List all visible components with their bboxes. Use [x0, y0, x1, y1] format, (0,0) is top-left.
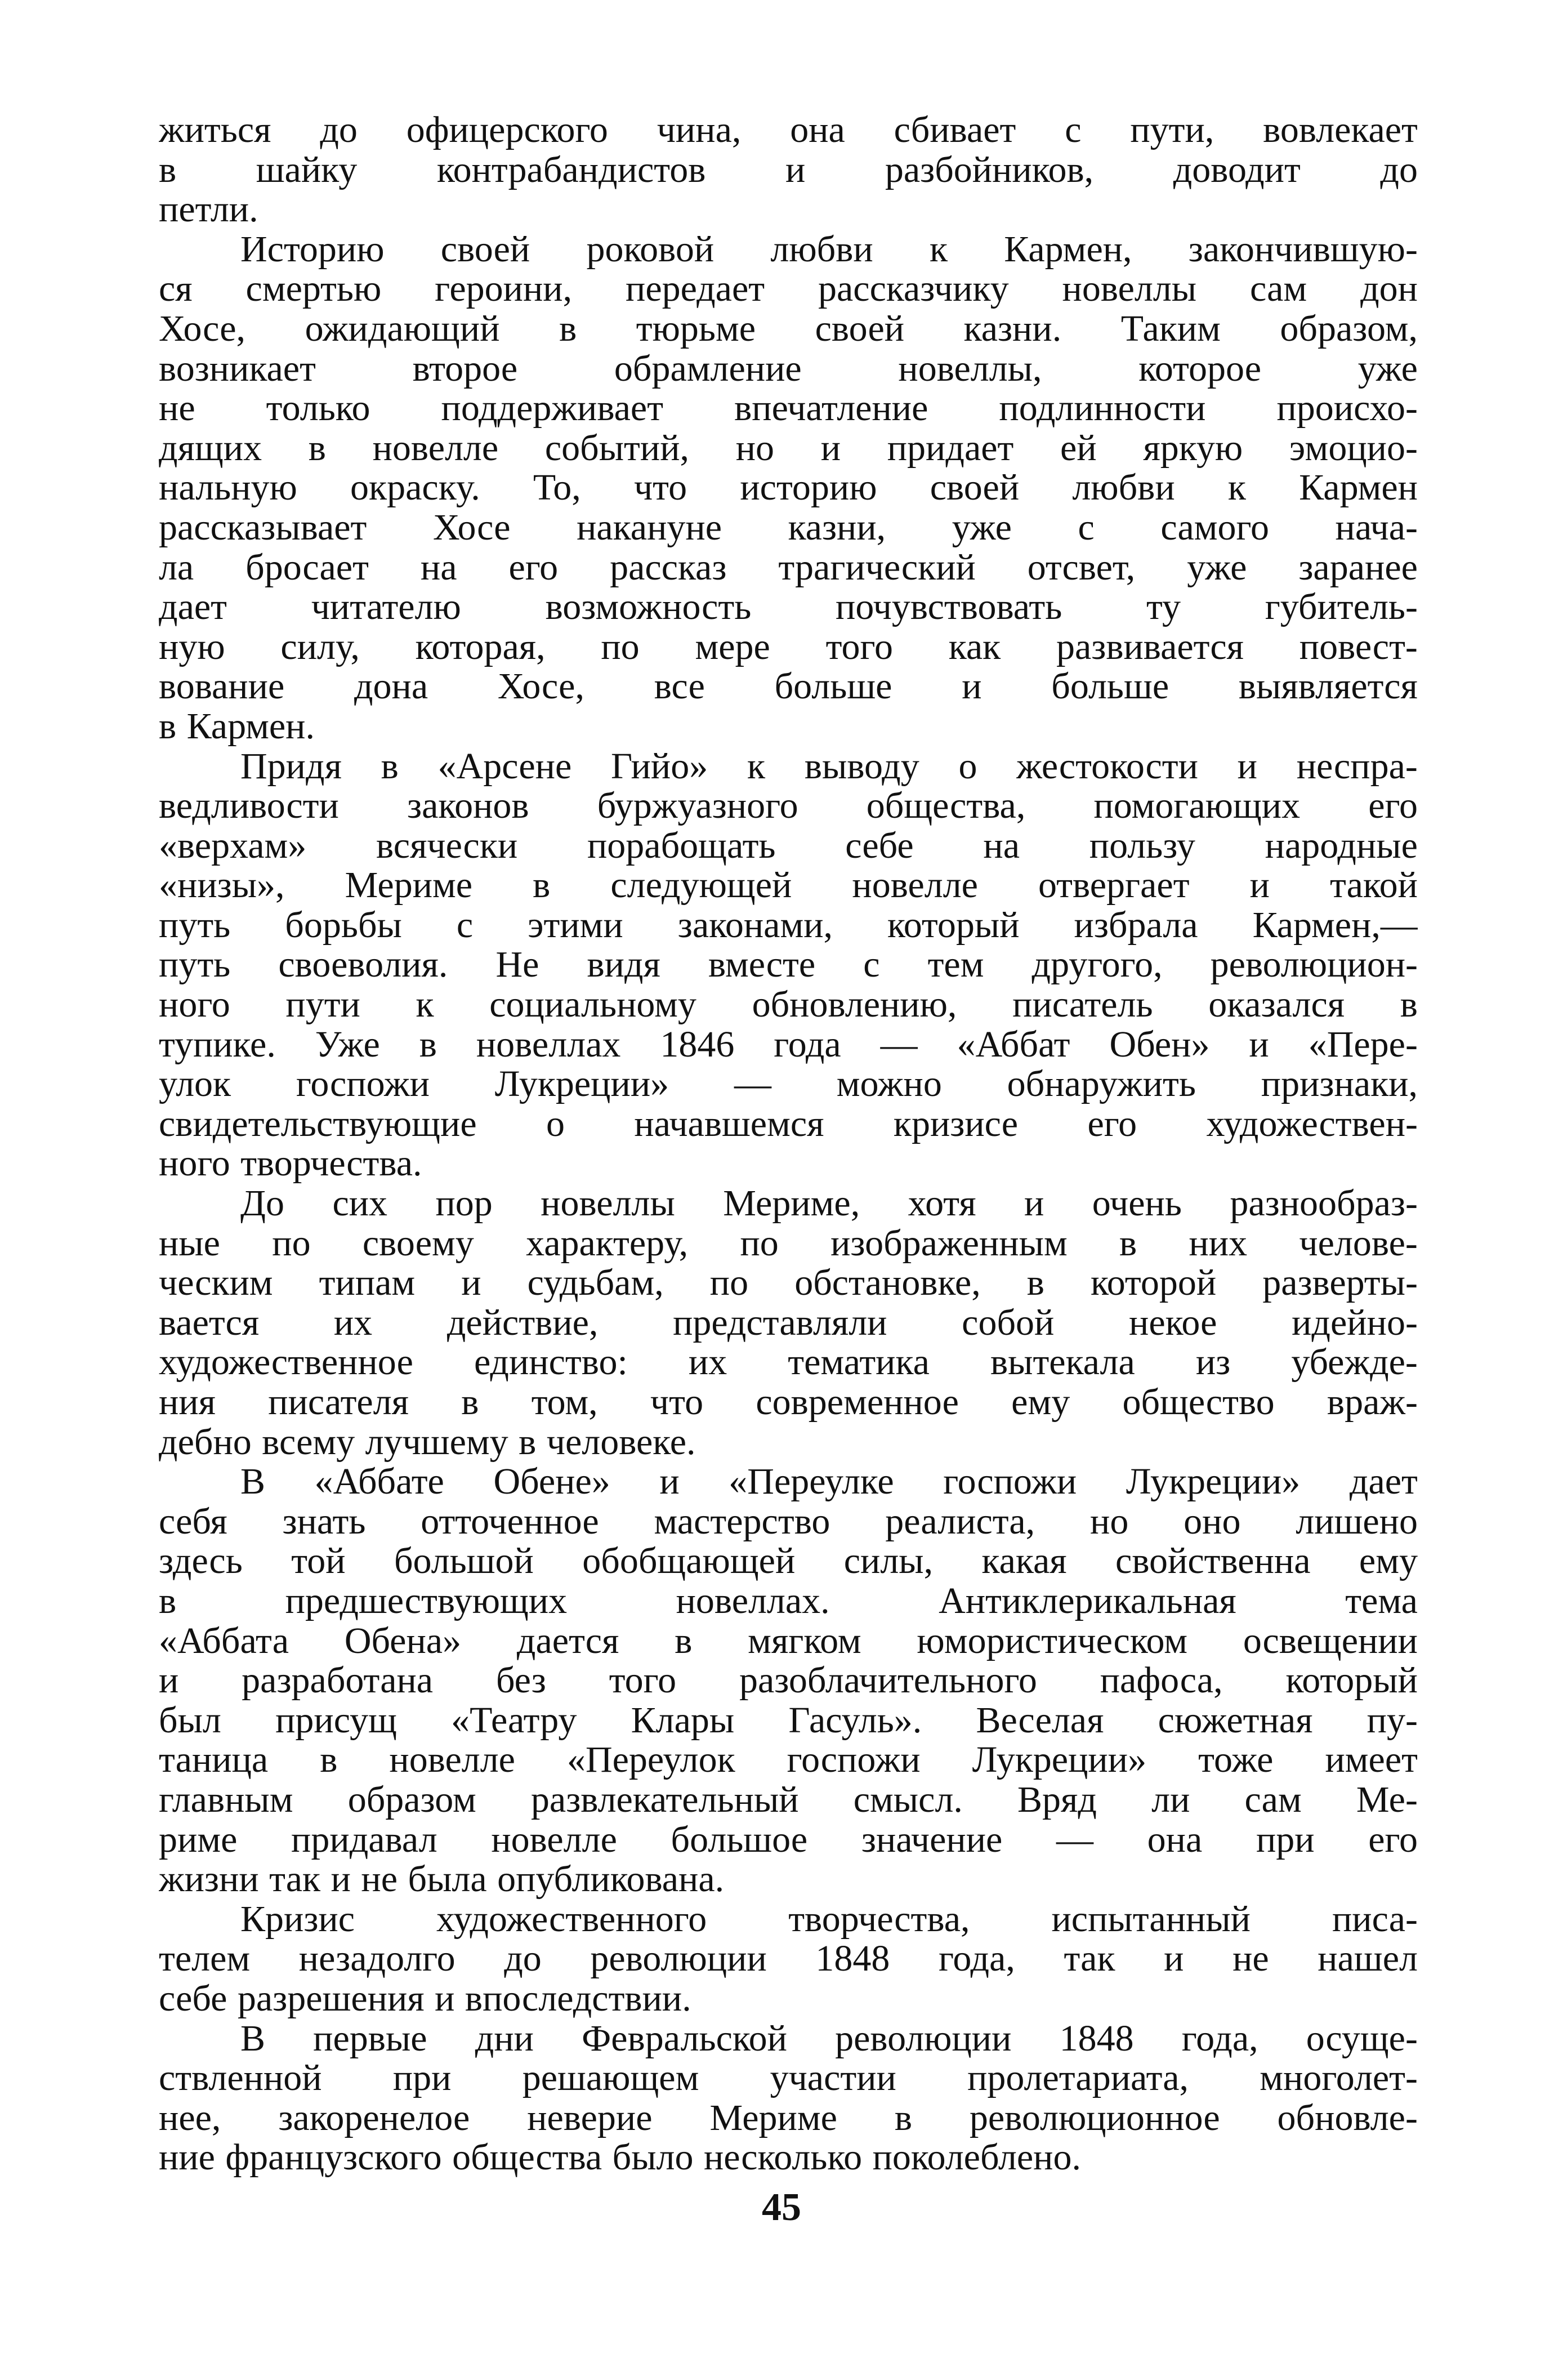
paragraph [159, 230, 1418, 747]
text-line: не только поддерживает впечатление подлинности происхо- [159, 389, 1418, 429]
text-line: Хосе, ожидающий в тюрьме своей казни. Таким образом, [159, 309, 1418, 349]
text-line: таница в новелле «Переулок госпожи Лукреции» тоже имеет [159, 1740, 1418, 1780]
body-text [159, 110, 1418, 2178]
text-line: ния писателя в том, что современное ему общество враж- [159, 1383, 1418, 1423]
text-line: нее, закоренелое неверие Мериме в революционное обновле- [159, 2098, 1418, 2138]
paragraph [159, 747, 1418, 1184]
text-line: житься до офицерского чина, она сбивает с пути, вовлекает [159, 110, 1418, 150]
text-line: путь борьбы с этими законами, который избрала Кармен,— [159, 905, 1418, 946]
text-line: дящих в новелле событий, но и придает ей яркую эмоцио- [159, 428, 1418, 469]
paragraph [159, 1900, 1418, 2019]
text-line: художественное единство: их тематика вытекала из убежде- [159, 1343, 1418, 1383]
text-line: ла бросает на его рассказ трагический отсвет, уже заранее [159, 547, 1418, 588]
text-line: телем незадолго до революции 1848 года, так и не нашел [159, 1939, 1418, 1979]
text-line: ную силу, которая, по мере того как развивается повест- [159, 627, 1418, 667]
text-line: Историю своей роковой любви к Кармен, закончившую- [240, 229, 1418, 270]
text-line: вование дона Хосе, все больше и больше выявляется [159, 667, 1418, 707]
text-line: рассказывает Хосе накануне казни, уже с самого нача- [159, 507, 1418, 548]
text-line: риме придавал новелле большое значение — она при его [159, 1820, 1418, 1860]
text-line: в предшествующих новеллах. Антиклерикальная тема [159, 1581, 1418, 1621]
text-line: ся смертью героини, передает рассказчику новеллы сам дон [159, 269, 1418, 309]
paragraph [159, 1462, 1418, 1900]
text-line: нальную окраску. То, что историю своей любви к Кармен [159, 468, 1418, 508]
text-line: «Аббата Обена» дается в мягком юмористическом освещении [159, 1621, 1418, 1661]
text-line: здесь той большой обобщающей силы, какая свойственна ему [159, 1541, 1418, 1581]
text-line: ного творчества. [159, 1144, 422, 1184]
text-line: тупике. Уже в новеллах 1846 года — «Аббат Обен» и «Пере- [159, 1024, 1418, 1065]
text-line: ческим типам и судьбам, по обстановке, в которой разверты- [159, 1263, 1418, 1303]
text-line: себя знать отточенное мастерство реалиста, но оно лишено [159, 1501, 1418, 1542]
text-line: Кризис художественного творчества, испытанный писа- [240, 1899, 1418, 1940]
text-line: улок госпожи Лукреции» — можно обнаружить признаки, [159, 1064, 1418, 1104]
text-line: путь своеволия. Не видя вместе с тем другого, революцион- [159, 945, 1418, 986]
text-line: дает читателю возможность почувствовать ту губитель- [159, 587, 1418, 627]
text-line: в шайку контрабандистов и разбойников, доводит до [159, 150, 1418, 190]
text-line: До сих пор новеллы Мериме, хотя и очень разнообраз- [240, 1184, 1418, 1224]
text-line: возникает второе обрамление новеллы, которое уже [159, 349, 1418, 389]
text-line: вается их действие, представляли собой некое идейно- [159, 1303, 1418, 1343]
paragraph [159, 2019, 1418, 2178]
text-line: и разработана без того разоблачительного пафоса, который [159, 1661, 1418, 1701]
text-line: главным образом развлекательный смысл. Вряд ли сам Ме- [159, 1780, 1418, 1820]
paragraph [159, 1184, 1418, 1462]
text-line: «верхам» всячески порабощать себе на пользу народные [159, 826, 1418, 866]
text-line: ствленной при решающем участии пролетариата, многолет- [159, 2058, 1418, 2098]
text-line: свидетельствующие о начавшемся кризисе его художествен- [159, 1104, 1418, 1144]
text-line: петли. [159, 190, 258, 230]
text-line: Придя в «Арсене Гийо» к выводу о жестокости и неспра- [240, 746, 1418, 787]
text-line: «низы», Мериме в следующей новелле отвергает и такой [159, 866, 1418, 906]
text-line: жизни так и не была опубликована. [159, 1860, 725, 1900]
text-line: В «Аббате Обене» и «Переулке госпожи Лукреции» дает [240, 1462, 1418, 1502]
text-line: ведливости законов буржуазного общества, помогающих его [159, 786, 1418, 826]
text-line: в Кармен. [159, 706, 315, 747]
paragraph [159, 110, 1418, 230]
text-line: себе разрешения и впоследствии. [159, 1978, 691, 2019]
text-line: был присущ «Театру Клары Гасуль». Веселая сюжетная пу- [159, 1700, 1418, 1741]
text-line: ние французского общества было несколько поколеблено. [159, 2138, 1081, 2178]
text-line: В первые дни Февральской революции 1848 года, осуще- [240, 2018, 1418, 2059]
text-line: дебно всему лучшему в человеке. [159, 1422, 696, 1463]
text-line: ного пути к социальному обновлению, писатель оказался в [159, 985, 1418, 1025]
page-number: 45 [762, 2186, 801, 2229]
text-line: ные по своему характеру, по изображенным в них челове- [159, 1223, 1418, 1264]
